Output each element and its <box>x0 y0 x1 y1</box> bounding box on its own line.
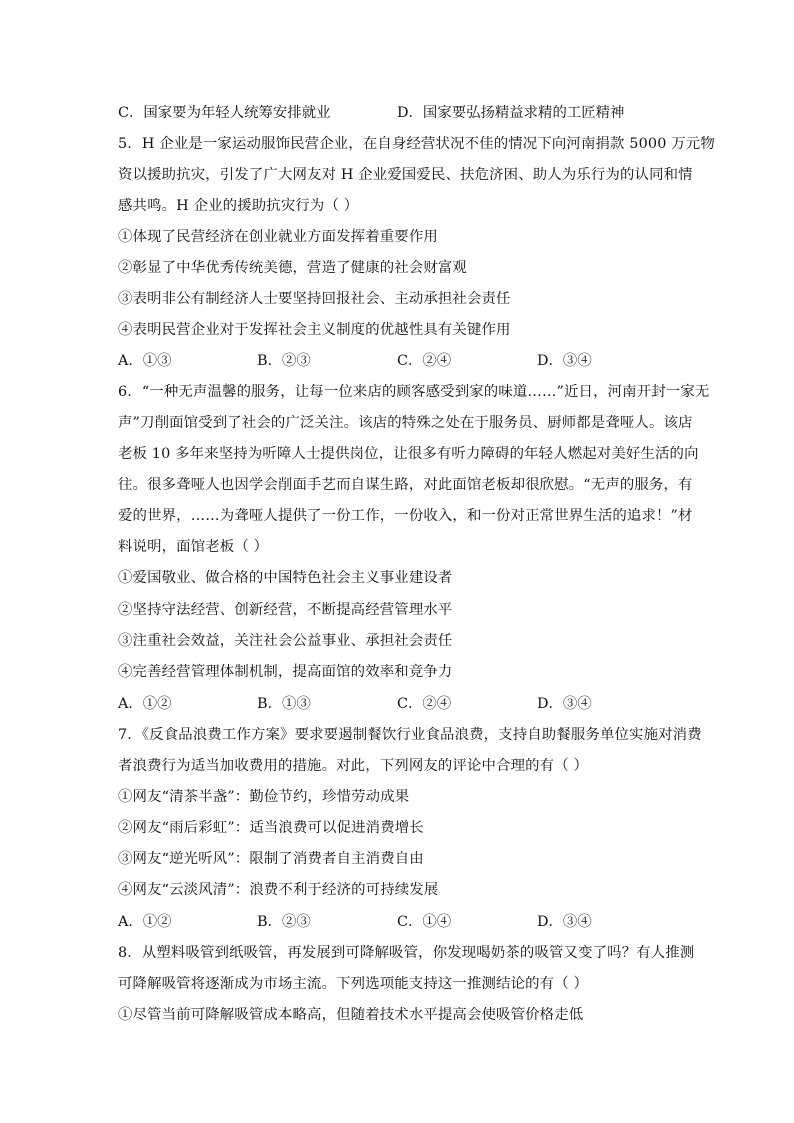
q6-option-a: A．①② <box>118 696 172 712</box>
q6-stem-line-4: 往。很多聋哑人也因学会削面手艺而自谋生路，对此面馆老板却很欣慰。“无声的服务，有 <box>118 477 693 493</box>
q6-stem-line-2: 声”刀削面馆受到了社会的广泛关注。该店的特殊之处在于服务员、厨师都是聋哑人。该店 <box>118 415 693 431</box>
q5-statement-1: ①体现了民营经济在创业就业方面发挥着重要作用 <box>118 229 438 245</box>
q5-option-a: A．①③ <box>118 353 172 369</box>
q5-option-c: C．②④ <box>397 353 452 369</box>
q4-option-c: C．国家要为年轻人统筹安排就业 <box>118 105 331 121</box>
q7-option-d: D．③④ <box>537 914 592 930</box>
q5-stem-line-1: 5．H 企业是一家运动服饰民营企业，在自身经营状况不佳的情况下向河南捐款 5000 万元物 <box>118 136 715 152</box>
q6-stem-line-3: 老板 10 多年来坚持为听障人士提供岗位，让很多有听力障碍的年轻人燃起对美好生活的向 <box>118 446 699 462</box>
q7-option-b: B．②③ <box>257 914 311 930</box>
q7-stem-line-2: 者浪费行为适当加收费用的措施。对此，下列网友的评论中合理的有（ ） <box>118 758 589 774</box>
q6-statement-4: ④完善经营管理体制机制，提高面馆的效率和竞争力 <box>118 664 453 680</box>
q6-option-b: B．①③ <box>257 696 311 712</box>
q8-stem-line-2: 可降解吸管将逐渐成为市场主流。下列选项能支持这一推测结论的有（ ） <box>118 976 589 992</box>
q6-statement-1: ①爱国敬业、做合格的中国特色社会主义事业建设者 <box>118 570 453 586</box>
q7-option-a: A．①② <box>118 914 172 930</box>
q5-statement-4: ④表明民营企业对于发挥社会主义制度的优越性具有关键作用 <box>118 322 511 338</box>
q5-statement-3: ③表明非公有制经济人士要坚持回报社会、主动承担社会责任 <box>118 291 511 307</box>
q5-stem-line-2: 资以援助抗灾，引发了广大网友对 H 企业爱国爱民、扶危济困、助人为乐行为的认同和情 <box>118 167 693 183</box>
q6-statement-3: ③注重社会效益，关注社会公益事业、承担社会责任 <box>118 633 453 649</box>
q7-statement-1: ①网友“清茶半盏”：勤俭节约，珍惜劳动成果 <box>118 789 410 805</box>
q7-statement-3: ③网友“逆光听风”：限制了消费者自主消费自由 <box>118 851 424 867</box>
q7-option-c: C．①④ <box>397 914 452 930</box>
q4-option-d: D．国家要弘扬精益求精的工匠精神 <box>397 105 625 121</box>
q7-statement-4: ④网友“云淡风清”：浪费不利于经济的可持续发展 <box>118 882 439 898</box>
q7-statement-2: ②网友“雨后彩虹”：适当浪费可以促进消费增长 <box>118 820 424 836</box>
q6-option-d: D．③④ <box>537 696 592 712</box>
q7-stem-line-1: 7．《反食品浪费工作方案》要求要遏制餐饮行业食品浪费，支持自助餐服务单位实施对消费 <box>118 727 702 743</box>
q8-statement-1: ①尽管当前可降解吸管成本略高，但随着技术水平提高会使吸管价格走低 <box>118 1007 584 1023</box>
q5-stem-line-3: 感共鸣。H 企业的援助抗灾行为（ ） <box>118 198 359 214</box>
q6-stem-line-1: 6．“一种无声温馨的服务，让每一位来店的顾客感受到家的味道……”近日，河南开封一家无 <box>118 384 710 400</box>
q6-option-c: C．②④ <box>397 696 452 712</box>
q6-stem-line-5: 爱的世界，……为聋哑人提供了一份工作，一份收入，和一份对正常世界生活的追求！”材 <box>118 508 693 524</box>
q6-statement-2: ②坚持守法经营、创新经营，不断提高经营管理水平 <box>118 602 453 618</box>
q5-option-d: D．③④ <box>537 353 592 369</box>
q6-stem-line-6: 料说明，面馆老板（ ） <box>118 539 269 555</box>
q5-statement-2: ②彰显了中华优秀传统美德，营造了健康的社会财富观 <box>118 260 467 276</box>
q8-stem-line-1: 8．从塑料吸管到纸吸管，再发展到可降解吸管，你发现喝奶茶的吸管又变了吗？有人推测 <box>118 945 695 961</box>
q5-option-b: B．②③ <box>257 353 311 369</box>
